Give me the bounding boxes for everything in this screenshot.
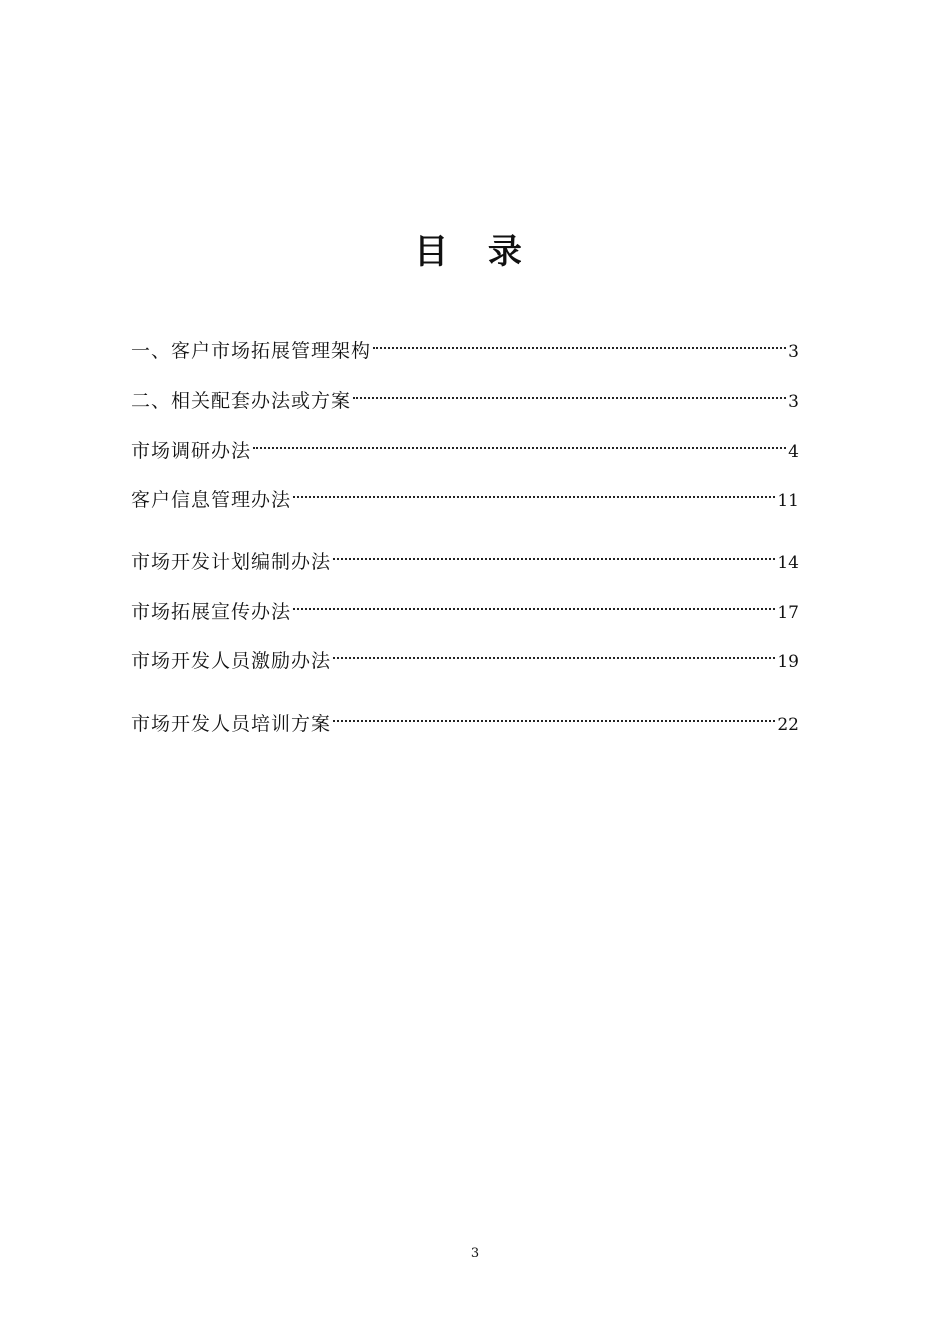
toc-title: 目 录 [414,232,536,272]
toc-entry[interactable] [131,597,799,627]
toc-entry-page: 19 [777,652,799,672]
toc-entry-page: 22 [777,715,799,735]
toc-dot-leader [333,719,775,722]
toc-entry-page: 17 [777,603,799,623]
toc-dot-leader [333,656,775,659]
toc-entry-label: 市场拓展宣传办法 [131,601,292,623]
toc-entry[interactable] [131,547,799,577]
toc-dot-leader [373,346,786,349]
toc-entry[interactable] [131,386,799,416]
toc-entry[interactable] [131,709,799,739]
toc-entry-label: 客户信息管理办法 [131,489,292,511]
toc-entry[interactable] [131,336,799,366]
page-number: 3 [470,1246,480,1261]
toc-entry[interactable] [131,646,799,676]
toc-entry-label: 市场调研办法 [131,440,252,462]
toc-entry-page: 3 [788,342,799,362]
toc-entry-label: 二、相关配套办法或方案 [131,390,352,412]
toc-entry-label: 市场开发人员培训方案 [131,713,332,735]
toc-entry-label: 市场开发人员激励办法 [131,650,332,672]
toc-entry-page: 14 [777,553,799,573]
toc-dot-leader [293,495,775,498]
toc-entry-page: 11 [777,491,799,511]
toc-entry[interactable] [131,485,799,515]
toc-dot-leader [353,396,786,399]
toc-entry-page: 4 [788,442,799,462]
toc-entry-page: 3 [788,392,799,412]
toc-entry-label: 一、客户市场拓展管理架构 [131,340,372,362]
toc-entry[interactable] [131,436,799,466]
toc-entry-label: 市场开发计划编制办法 [131,551,332,573]
toc-dot-leader [293,607,775,610]
toc-dot-leader [253,446,786,449]
toc-dot-leader [333,557,775,560]
